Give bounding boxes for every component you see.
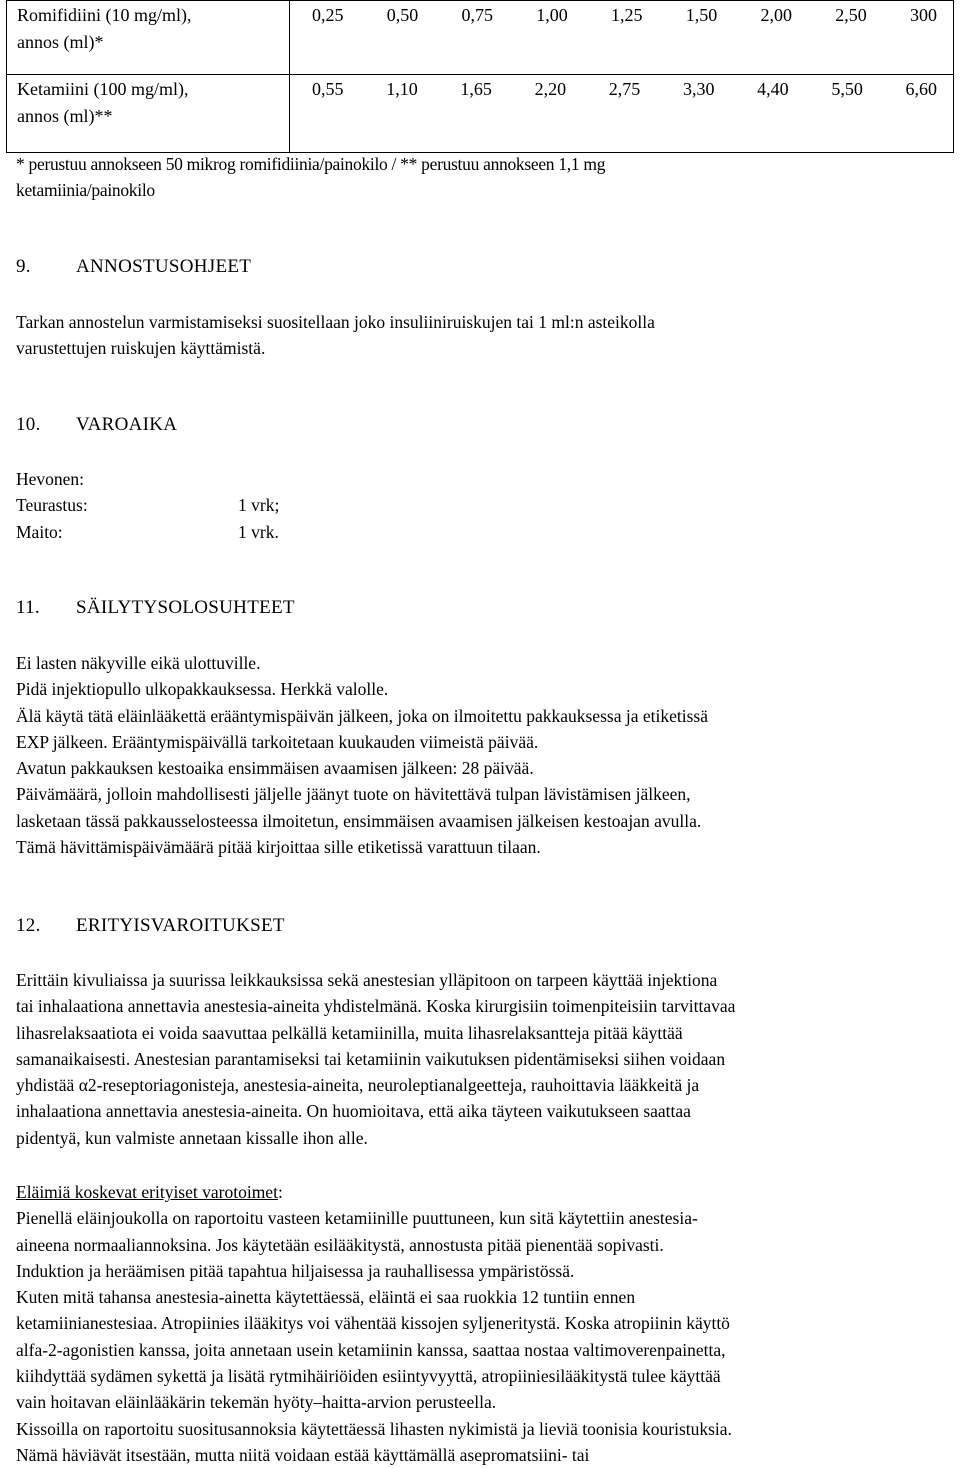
row-label-line: annos (ml)** bbox=[17, 106, 113, 126]
body-line: kiihdyttää sydämen sykettä ja lisätä rytmihäiriöiden esiintyvyyttä, atropiiniesilääkitystä tulee käyttää bbox=[16, 1366, 721, 1387]
section-number: 9. bbox=[16, 256, 31, 277]
section-title: ERITYISVAROITUKSET bbox=[76, 915, 285, 936]
row-label bbox=[7, 1, 290, 75]
body-line: Tarkan annostelun varmistamiseksi suositellaan joko insuliiniruiskujen tai 1 ml:n asteikolla bbox=[16, 312, 655, 332]
dose-value: 2,50 bbox=[835, 5, 867, 25]
dose-value: 1,10 bbox=[386, 79, 418, 99]
dose-value: 2,20 bbox=[534, 79, 567, 99]
dose-value: 0,55 bbox=[312, 79, 344, 99]
body-line: EXP jälkeen. Erääntymispäivällä tarkoitetaan kuukauden viimeistä päivää. bbox=[16, 731, 539, 752]
body-line: inhalaationa annettavia anestesia-aineita. On huomioitava, että aika täyteen vaikutukseen saattaa bbox=[16, 1101, 691, 1122]
body-line: tai inhalaationa annettavia anestesia-aineita yhdistelmänä. Koska kirurgisiin toimenpiteisiin tarvittavaa bbox=[16, 996, 736, 1017]
body-line: samanaikaisesti. Anestesian parantamiseksi tai ketamiinin vaikutuksen pidentämiseksi siihen voidaan bbox=[16, 1048, 726, 1069]
dose-value: 4,40 bbox=[757, 79, 789, 99]
section-number: 10. bbox=[16, 414, 41, 435]
row-values bbox=[290, 1, 954, 75]
dose-value: 2,75 bbox=[608, 79, 641, 99]
row-label-line: Romifidiini (10 mg/ml), bbox=[17, 5, 192, 25]
withdrawal-row bbox=[16, 466, 946, 492]
body-line: Tämä hävittämispäivämäärä pitää kirjoittaa sille etiketissä varattuun tilaan. bbox=[16, 837, 541, 858]
dose-value: 0,75 bbox=[461, 5, 493, 25]
dose-table bbox=[6, 0, 954, 153]
animal-precautions bbox=[16, 1179, 946, 1468]
withdrawal-periods bbox=[16, 466, 946, 545]
footnote-line: ketamiinia/painokilo bbox=[16, 180, 155, 201]
dose-value: 2,00 bbox=[760, 5, 792, 25]
row-values bbox=[290, 75, 954, 153]
dose-value: 0,25 bbox=[312, 5, 344, 25]
dose-value: 1,00 bbox=[536, 5, 568, 25]
dose-value: 6,60 bbox=[905, 79, 937, 99]
body-line: aineena normaaliannoksina. Jos käytetään esilääkitystä, annostusta pitää pienentää sopivasti. bbox=[16, 1234, 664, 1255]
dose-value: 300 bbox=[910, 5, 937, 25]
body-line: pidentyä, kun valmiste annetaan kissalle ihon alle. bbox=[16, 1127, 368, 1148]
body-line: lasketaan tässä pakkausselosteessa ilmoitetun, ensimmäisen avaamisen jälkeisen kestoajan avulla. bbox=[16, 810, 702, 831]
dose-value: 1,50 bbox=[685, 5, 718, 25]
withdrawal-species: Hevonen: bbox=[16, 469, 85, 489]
withdrawal-value: 1 vrk; bbox=[238, 495, 280, 516]
subheading bbox=[16, 1179, 946, 1205]
body-line: Induktion ja heräämisen pitää tapahtua hiljaisessa ja rauhallisessa ympäristössä. bbox=[16, 1260, 575, 1281]
dose-value: 5,50 bbox=[831, 79, 863, 99]
body-line: Erittäin kivuliaissa ja suurissa leikkauksissa sekä anestesian ylläpitoon on tarpeen käyttää injektiona bbox=[16, 970, 718, 990]
section-title: VAROAIKA bbox=[76, 414, 178, 435]
withdrawal-row bbox=[16, 492, 946, 518]
body-line: Pidä injektiopullo ulkopakkauksessa. Herkkä valolle. bbox=[16, 679, 389, 700]
withdrawal-value: 1 vrk. bbox=[238, 521, 279, 542]
withdrawal-type: Maito: bbox=[16, 521, 63, 542]
section-number: 12. bbox=[16, 915, 41, 936]
body-line: varustettujen ruiskujen käyttämistä. bbox=[16, 338, 266, 359]
footnote-line: * perustuu annokseen 50 mikrog romifidiinia/painokilo / ** perustuu annokseen 1,1 mg bbox=[16, 154, 606, 174]
dose-value: 3,30 bbox=[682, 79, 715, 99]
body-line: Kissoilla on raportoitu suositusannoksia käytettäessä lihasten nykimistä ja lieviä toonisia kouristuksia. bbox=[16, 1418, 732, 1439]
withdrawal-type: Teurastus: bbox=[16, 495, 88, 516]
dose-value: 1,25 bbox=[611, 5, 643, 25]
table-row bbox=[7, 75, 954, 153]
body-line: Pienellä eläinjoukolla on raportoitu vasteen ketamiinille puuttuneen, kun sitä käytettiin anestesia- bbox=[16, 1208, 698, 1229]
section-title: ANNOSTUSOHJEET bbox=[76, 256, 252, 277]
section-title: SÄILYTYSOLOSUHTEET bbox=[76, 597, 295, 618]
body-line: Kuten mitä tahansa anestesia-ainetta käytettäessä, eläintä ei saa ruokkia 12 tuntiin ennen bbox=[16, 1287, 636, 1308]
section-9-heading bbox=[16, 256, 251, 278]
body-line: Nämä häviävät itsestään, mutta niitä voidaan estää käyttämällä asepromatsiini- tai bbox=[16, 1444, 590, 1465]
table-row bbox=[7, 1, 954, 75]
section-12-heading bbox=[16, 915, 285, 937]
body-line: Ei lasten näkyville eikä ulottuville. bbox=[16, 653, 261, 673]
row-label bbox=[7, 75, 290, 153]
body-line: alfa-2-agonistien kanssa, joita annetaan usein ketamiinin kanssa, saattaa nostaa valtimoverenpainetta, bbox=[16, 1339, 726, 1360]
subheading-colon: : bbox=[277, 1182, 283, 1202]
dose-value: 0,50 bbox=[386, 5, 419, 25]
body-line: yhdistää α2-reseptoriagonisteja, anestesia-aineita, neuroleptianalgeetteja, rauhoittavia lääkkeitä ja bbox=[16, 1075, 700, 1096]
body-line: lihasrelaksaatiota ei voida saavuttaa pelkällä ketamiinilla, muita lihasrelaksantteja pitää käyttää bbox=[16, 1022, 683, 1043]
section-11-body bbox=[16, 650, 946, 860]
section-11-heading bbox=[16, 597, 295, 619]
table-footnote bbox=[16, 151, 946, 204]
section-12-body bbox=[16, 967, 946, 1151]
row-label-line: annos (ml)* bbox=[17, 32, 104, 52]
row-label-line: Ketamiini (100 mg/ml), bbox=[17, 79, 189, 99]
body-line: vain hoitavan eläinlääkärin tekemän hyöty–haitta-arvion perusteella. bbox=[16, 1392, 497, 1413]
section-number: 11. bbox=[16, 597, 40, 618]
dose-value: 1,65 bbox=[460, 79, 492, 99]
body-line: Päivämäärä, jolloin mahdollisesti jäljelle jäänyt tuote on hävitettävä tulpan lävistämisen jälkeen, bbox=[16, 784, 691, 805]
body-line: ketamiinianestesiaa. Atropiinies ilääkitys voi vähentää kissojen syljeneritystä. Koska atropiinin käyttö bbox=[16, 1313, 730, 1334]
body-line: Älä käytä tätä eläinlääkettä erääntymispäivän jälkeen, joka on ilmoitettu pakkauksessa ja etiketissä bbox=[16, 705, 708, 726]
withdrawal-row bbox=[16, 519, 946, 545]
section-9-body bbox=[16, 309, 946, 362]
subheading-text: Eläimiä koskevat erityiset varotoimet bbox=[16, 1182, 278, 1202]
body-line: Avatun pakkauksen kestoaika ensimmäisen avaamisen jälkeen: 28 päivää. bbox=[16, 758, 534, 779]
section-10-heading bbox=[16, 414, 177, 436]
